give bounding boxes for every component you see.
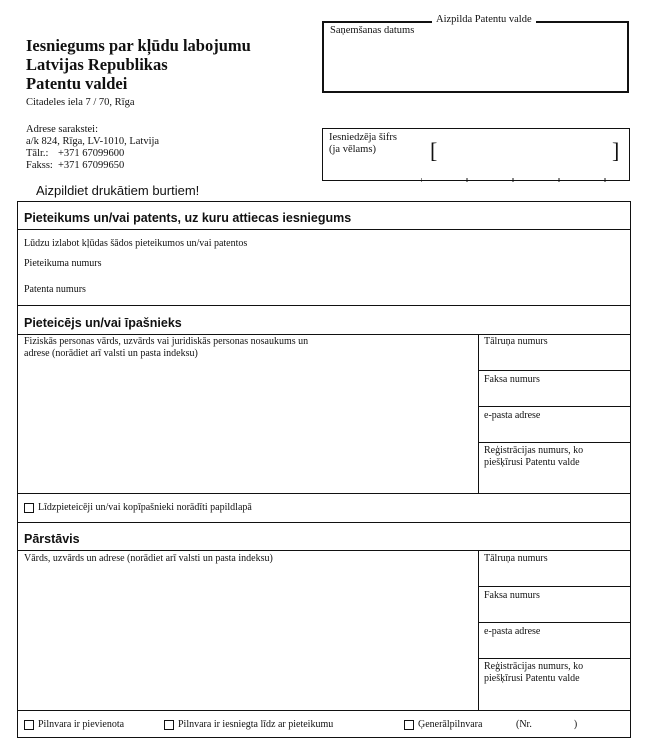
divider — [18, 522, 630, 523]
code-bracket-open: [ — [430, 138, 438, 163]
poa-attached-checkbox[interactable] — [24, 720, 34, 730]
applicant-registration-field[interactable] — [484, 445, 583, 468]
phone-label: Tālr.: — [26, 148, 49, 159]
applicant-phone-field[interactable]: Tālruņa numurs — [484, 336, 548, 347]
poa-attached-label: Pilnvara ir pievienota — [38, 719, 125, 730]
applicant-name-line2: adrese (norādiet arī valsti un pasta indeksu) — [24, 347, 198, 359]
received-date-label: Saņemšanas datums — [330, 25, 415, 36]
form-title — [26, 36, 251, 93]
poa-number-close: ) — [573, 719, 578, 730]
representative-phone-field[interactable]: Tālruņa numurs — [484, 553, 548, 564]
divider — [18, 493, 630, 494]
representative-reg-line1: Reģistrācijas numurs, ko — [484, 661, 584, 672]
divider — [478, 442, 630, 443]
poa-attached-row[interactable] — [24, 719, 124, 730]
poa-number-label: (Nr. — [516, 719, 532, 730]
applicant-fax-field[interactable]: Faksa numurs — [484, 374, 540, 385]
poa-general-label: Ģenerālpilnvara — [418, 719, 483, 730]
applicant-reg-line1: Reģistrācijas numurs, ko — [484, 445, 584, 456]
divider — [18, 334, 630, 335]
correction-request-text: Lūdzu izlabot kļūdas šādos pieteikumos un/vai patentos — [24, 238, 248, 249]
applicant-name-line1: Fiziskās personas vārds, uzvārds vai juridiskās personas nosaukums un — [24, 336, 309, 347]
fax-row — [26, 160, 159, 172]
code-bracket-close: ] — [612, 138, 620, 163]
applicant-reg-line2: piešķīrusi Patentu valde — [484, 456, 580, 468]
divider — [478, 406, 630, 407]
phone-value: +371 67099600 — [58, 148, 125, 159]
poa-number-field[interactable] — [516, 719, 577, 730]
section-application-title: Pieteikums un/vai patents, uz kuru attiecas iesniegums — [24, 211, 352, 225]
representative-fax-field[interactable]: Faksa numurs — [484, 590, 540, 601]
phone-row — [26, 148, 159, 160]
fill-in-instruction: Aizpildiet drukātiem burtiem! — [36, 183, 200, 198]
applicant-email-field[interactable]: e-pasta adrese — [484, 410, 541, 421]
poa-general-row[interactable] — [404, 719, 482, 730]
poa-submitted-label: Pilnvara ir iesniegta līdz ar pieteikumu — [178, 719, 334, 730]
title-line-2: Latvijas Republikas — [26, 55, 168, 74]
form-frame — [17, 201, 631, 738]
applicant-code-label — [329, 132, 397, 156]
divider — [18, 550, 630, 551]
office-address: Citadeles iela 7 / 70, Rīga — [26, 97, 135, 108]
divider — [478, 622, 630, 623]
poa-submitted-checkbox[interactable] — [164, 720, 174, 730]
mail-label: Adrese sarakstei: — [26, 124, 99, 135]
representative-email-field[interactable]: e-pasta adrese — [484, 626, 541, 637]
patent-number-field[interactable]: Patenta numurs — [24, 284, 86, 295]
divider — [478, 370, 630, 371]
office-use-tag: Aizpilda Patentu valde — [432, 14, 536, 25]
title-line-3: Patentu valdei — [26, 74, 128, 93]
title-line-1: Iesniegums par kļūdu labojumu — [26, 36, 251, 55]
divider — [478, 586, 630, 587]
code-field-ticks[interactable] — [421, 178, 606, 182]
section-applicant-title: Pieteicējs un/vai īpašnieks — [24, 316, 182, 330]
poa-submitted-row[interactable] — [164, 719, 333, 730]
mail-address: a/k 824, Rīga, LV-1010, Latvija — [26, 136, 160, 147]
column-divider — [478, 550, 479, 710]
representative-registration-field[interactable] — [484, 661, 583, 684]
applicant-code-label-line1: Iesniedzēja šifrs — [329, 132, 397, 143]
divider — [18, 305, 630, 306]
divider — [18, 710, 630, 711]
representative-name-address-field[interactable]: Vārds, uzvārds un adrese (norādiet arī valsti un pasta indeksu) — [24, 553, 273, 564]
mail-block — [26, 124, 159, 172]
co-applicants-label: Līdzpieteicēji un/vai kopīpašnieki norādīti papildlapā — [38, 502, 252, 513]
poa-general-checkbox[interactable] — [404, 720, 414, 730]
divider — [18, 229, 630, 230]
applicant-name-address-field[interactable] — [24, 336, 464, 359]
representative-reg-line2: piešķīrusi Patentu valde — [484, 672, 580, 684]
fax-label: Fakss: — [26, 160, 53, 171]
divider — [478, 658, 630, 659]
application-number-field[interactable]: Pieteikuma numurs — [24, 258, 102, 269]
co-applicants-row[interactable] — [24, 502, 252, 513]
co-applicants-checkbox[interactable] — [24, 503, 34, 513]
section-representative-title: Pārstāvis — [24, 532, 80, 546]
fax-value: +371 67099650 — [58, 160, 125, 171]
column-divider — [478, 334, 479, 493]
applicant-code-label-line2: (ja vēlams) — [329, 144, 376, 155]
